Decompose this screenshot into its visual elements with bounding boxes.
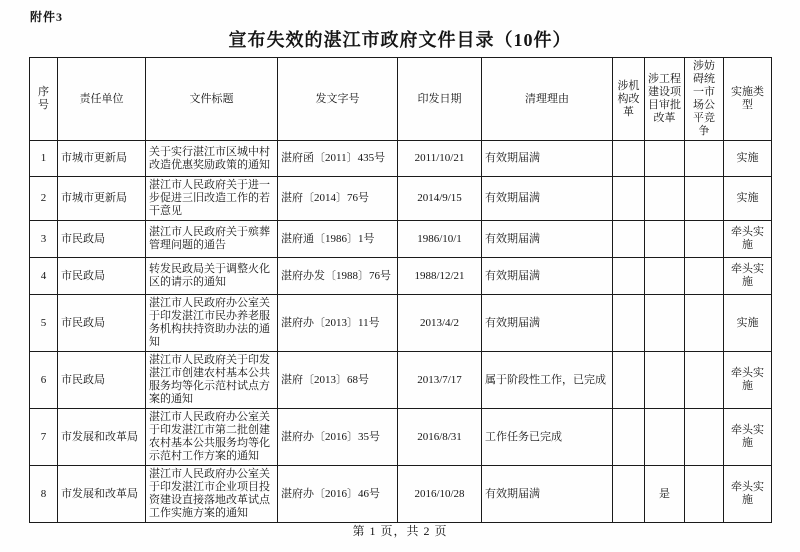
cell-doc_no: 湛府办发〔1988〕76号 [278,258,398,295]
cell-title: 湛江市人民政府办公室关于印发湛江市第二批创建农村基本公共服务均等化示范村工作方案的通知 [146,409,278,466]
cell-date: 1986/10/1 [398,221,482,258]
table-row [30,221,772,258]
cell-reason: 有效期届满 [482,295,613,352]
cell-doc_no: 湛府通〔1986〕1号 [278,221,398,258]
cell-org_reform [613,141,645,177]
cell-reason: 工作任务已完成 [482,409,613,466]
cell-unit: 市民政局 [58,221,146,258]
cell-doc_no: 湛府办〔2013〕11号 [278,295,398,352]
column-header-unit: 责任单位 [58,58,146,141]
table-row [30,352,772,409]
column-header-title: 文件标题 [146,58,278,141]
cell-market_competition [685,295,724,352]
cell-doc_no: 湛府〔2013〕68号 [278,352,398,409]
cell-project_approval_reform [645,409,685,466]
cell-market_competition [685,221,724,258]
cell-date: 2016/8/31 [398,409,482,466]
cell-unit: 市发展和改革局 [58,409,146,466]
cell-project_approval_reform [645,221,685,258]
table-row [30,177,772,221]
documents-table-container [29,57,772,523]
table-row [30,409,772,466]
cell-org_reform [613,409,645,466]
cell-date: 2013/4/2 [398,295,482,352]
cell-unit: 市城市更新局 [58,141,146,177]
cell-no: 2 [30,177,58,221]
cell-date: 2016/10/28 [398,466,482,523]
cell-unit: 市城市更新局 [58,177,146,221]
cell-title: 湛江市人民政府关于殡葬管理问题的通告 [146,221,278,258]
column-header-reason: 清理理由 [482,58,613,141]
cell-doc_no: 湛府办〔2016〕46号 [278,466,398,523]
cell-unit: 市民政局 [58,258,146,295]
column-header-org_reform: 涉机构改革 [613,58,645,141]
cell-org_reform [613,221,645,258]
cell-title: 关于实行湛江市区城中村改造优惠奖励政策的通知 [146,141,278,177]
cell-org_reform [613,177,645,221]
cell-no: 1 [30,141,58,177]
cell-impl_type: 实施 [724,295,772,352]
cell-impl_type: 牵头实施 [724,352,772,409]
cell-no: 8 [30,466,58,523]
cell-no: 3 [30,221,58,258]
column-header-doc_no: 发文字号 [278,58,398,141]
cell-no: 7 [30,409,58,466]
cell-project_approval_reform [645,177,685,221]
attachment-label: 附件3 [30,10,64,24]
cell-date: 2013/7/17 [398,352,482,409]
cell-no: 6 [30,352,58,409]
table-row [30,295,772,352]
table-row [30,258,772,295]
cell-project_approval_reform [645,141,685,177]
column-header-date: 印发日期 [398,58,482,141]
column-header-impl_type: 实施类型 [724,58,772,141]
cell-unit: 市民政局 [58,295,146,352]
cell-title: 湛江市人民政府办公室关于印发湛江市企业项目投资建设直接落地改革试点工作实施方案的通知 [146,466,278,523]
cell-market_competition [685,352,724,409]
cell-org_reform [613,258,645,295]
cell-project_approval_reform [645,258,685,295]
cell-org_reform [613,295,645,352]
column-header-no: 序号 [30,58,58,141]
cell-date: 2011/10/21 [398,141,482,177]
cell-impl_type: 实施 [724,177,772,221]
cell-reason: 有效期届满 [482,258,613,295]
cell-no: 4 [30,258,58,295]
table-row [30,466,772,523]
cell-doc_no: 湛府办〔2016〕35号 [278,409,398,466]
page-title: 宣布失效的湛江市政府文件目录（10件） [228,30,572,50]
cell-market_competition [685,258,724,295]
cell-reason: 有效期届满 [482,141,613,177]
header-row [30,58,772,141]
cell-impl_type: 牵头实施 [724,466,772,523]
cell-title: 湛江市人民政府关于进一步促进三旧改造工作的若干意见 [146,177,278,221]
cell-impl_type: 牵头实施 [724,258,772,295]
cell-reason: 属于阶段性工作，已完成 [482,352,613,409]
cell-date: 1988/12/21 [398,258,482,295]
column-header-market_competition: 涉妨碍统一市场公平竞争 [685,58,724,141]
column-header-project_approval_reform: 涉工程建设项目审批改革 [645,58,685,141]
cell-org_reform [613,466,645,523]
table-header [30,58,772,141]
cell-unit: 市发展和改革局 [58,466,146,523]
cell-project_approval_reform [645,295,685,352]
cell-reason: 有效期届满 [482,466,613,523]
cell-reason: 有效期届满 [482,177,613,221]
cell-no: 5 [30,295,58,352]
cell-market_competition [685,141,724,177]
cell-project_approval_reform: 是 [645,466,685,523]
page-number: 第 1 页，共 2 页 [352,524,448,538]
cell-org_reform [613,352,645,409]
cell-unit: 市民政局 [58,352,146,409]
table-body [30,141,772,523]
cell-reason: 有效期届满 [482,221,613,258]
cell-project_approval_reform [645,352,685,409]
cell-impl_type: 牵头实施 [724,221,772,258]
cell-market_competition [685,466,724,523]
cell-date: 2014/9/15 [398,177,482,221]
cell-impl_type: 实施 [724,141,772,177]
cell-title: 湛江市人民政府办公室关于印发湛江市民办养老服务机构扶持资助办法的通知 [146,295,278,352]
cell-doc_no: 湛府〔2014〕76号 [278,177,398,221]
cell-title: 湛江市人民政府关于印发湛江市创建农村基本公共服务均等化示范村试点方案的通知 [146,352,278,409]
table-row [30,141,772,177]
cell-title: 转发民政局关于调整火化区的请示的通知 [146,258,278,295]
documents-table [29,57,772,523]
cell-doc_no: 湛府函〔2011〕435号 [278,141,398,177]
cell-market_competition [685,177,724,221]
cell-market_competition [685,409,724,466]
cell-impl_type: 牵头实施 [724,409,772,466]
